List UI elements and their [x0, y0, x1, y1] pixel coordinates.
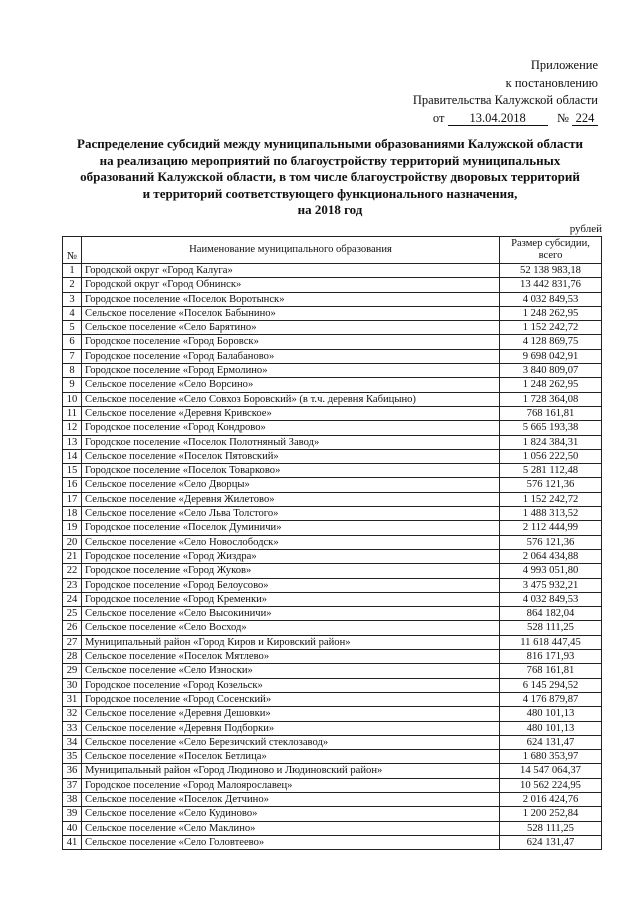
row-amount: 4 128 869,75	[500, 335, 602, 349]
row-name: Городское поселение «Поселок Воротынск»	[82, 292, 500, 306]
row-number: 1	[63, 264, 82, 278]
row-name: Сельское поселение «Село Льва Толстого»	[82, 507, 500, 521]
row-name: Сельское поселение «Село Ворсино»	[82, 378, 500, 392]
row-number: 31	[63, 692, 82, 706]
title-line-2: на реализацию мероприятий по благоустройству территорий муниципальных	[99, 152, 561, 168]
row-amount: 480 101,13	[500, 721, 602, 735]
row-name: Городское поселение «Поселок Товарково»	[82, 464, 500, 478]
row-amount: 2 112 444,99	[500, 521, 602, 535]
table-row	[63, 321, 602, 335]
row-number: 40	[63, 821, 82, 835]
appendix-order-line	[338, 110, 598, 128]
row-name: Сельское поселение «Село Барятино»	[82, 321, 500, 335]
table-row	[63, 264, 602, 278]
table-row	[63, 621, 602, 635]
table-row	[63, 678, 602, 692]
row-amount: 5 281 112,48	[500, 464, 602, 478]
table-header-row	[63, 237, 602, 264]
row-number: 22	[63, 564, 82, 578]
row-name: Муниципальный район «Город Киров и Кировский район»	[82, 635, 500, 649]
row-name: Городское поселение «Город Жуков»	[82, 564, 500, 578]
table-row	[63, 721, 602, 735]
row-amount: 9 698 042,91	[500, 349, 602, 363]
header-amount: Размер субсидии, всего	[500, 237, 602, 264]
row-number: 19	[63, 521, 82, 535]
row-number: 29	[63, 664, 82, 678]
row-number: 41	[63, 835, 82, 849]
row-amount: 4 032 849,53	[500, 592, 602, 606]
row-number: 3	[63, 292, 82, 306]
table-row	[63, 392, 602, 406]
row-number: 18	[63, 507, 82, 521]
table-row	[63, 735, 602, 749]
row-amount: 1 824 384,31	[500, 435, 602, 449]
table-row	[63, 349, 602, 363]
row-amount: 1 248 262,95	[500, 306, 602, 320]
row-number: 35	[63, 750, 82, 764]
row-amount: 1 680 353,97	[500, 750, 602, 764]
row-number: 10	[63, 392, 82, 406]
row-name: Сельское поселение «Поселок Бабынино»	[82, 306, 500, 320]
title-line-3: образований Калужской области, в том числе благоустройству дворовых территорий	[80, 169, 580, 184]
appendix-line-1: Приложение	[530, 58, 598, 72]
table-row	[63, 549, 602, 563]
table-row	[63, 607, 602, 621]
row-number: 15	[63, 464, 82, 478]
table-row	[63, 778, 602, 792]
row-number: 11	[63, 406, 82, 420]
table-row	[63, 492, 602, 506]
appendix-line-2: к постановлению	[505, 75, 598, 90]
row-amount: 768 161,81	[500, 406, 602, 420]
row-name: Сельское поселение «Деревня Дешовки»	[82, 707, 500, 721]
table-row	[63, 821, 602, 835]
order-number: 224	[572, 111, 598, 126]
row-number: 13	[63, 435, 82, 449]
row-amount: 2 016 424,76	[500, 792, 602, 806]
row-amount: 1 152 242,72	[500, 321, 602, 335]
row-amount: 768 161,81	[500, 664, 602, 678]
row-amount: 1 200 252,84	[500, 807, 602, 821]
row-name: Сельское поселение «Деревня Кривское»	[82, 406, 500, 420]
row-amount: 1 248 262,95	[500, 378, 602, 392]
row-amount: 1 728 364,08	[500, 392, 602, 406]
row-amount: 624 131,47	[500, 735, 602, 749]
row-amount: 528 111,25	[500, 821, 602, 835]
row-amount: 11 618 447,45	[500, 635, 602, 649]
row-amount: 1 152 242,72	[500, 492, 602, 506]
row-name: Городской округ «Город Обнинск»	[82, 278, 500, 292]
table-row	[63, 650, 602, 664]
row-number: 30	[63, 678, 82, 692]
table-row	[63, 578, 602, 592]
row-amount: 10 562 224,95	[500, 778, 602, 792]
row-number: 6	[63, 335, 82, 349]
row-number: 16	[63, 478, 82, 492]
table-row	[63, 521, 602, 535]
row-number: 12	[63, 421, 82, 435]
row-name: Сельское поселение «Село Высокиничи»	[82, 607, 500, 621]
row-name: Муниципальный район «Город Людиново и Людиновский район»	[82, 764, 500, 778]
row-number: 28	[63, 650, 82, 664]
table-row	[63, 464, 602, 478]
row-name: Сельское поселение «Село Износки»	[82, 664, 500, 678]
header-no: №	[63, 237, 82, 264]
row-name: Городское поселение «Поселок Полотняный Завод»	[82, 435, 500, 449]
row-number: 26	[63, 621, 82, 635]
row-name: Сельское поселение «Село Восход»	[82, 621, 500, 635]
subsidy-table	[62, 236, 602, 850]
table-row	[63, 335, 602, 349]
table-row	[63, 406, 602, 420]
row-name: Городское поселение «Город Ермолино»	[82, 364, 500, 378]
row-amount: 14 547 064,37	[500, 764, 602, 778]
table-row	[63, 750, 602, 764]
table-row	[63, 378, 602, 392]
row-amount: 624 131,47	[500, 835, 602, 849]
table-row	[63, 421, 602, 435]
table-body	[63, 264, 602, 850]
row-amount: 816 171,93	[500, 650, 602, 664]
row-name: Городское поселение «Город Боровск»	[82, 335, 500, 349]
table-row	[63, 478, 602, 492]
row-amount: 576 121,36	[500, 478, 602, 492]
row-name: Городское поселение «Город Козельск»	[82, 678, 500, 692]
title-line-4: и территорий соответствующего функционального назначения,	[142, 185, 518, 201]
table-row	[63, 764, 602, 778]
row-number: 33	[63, 721, 82, 735]
table-row	[63, 292, 602, 306]
row-name: Сельское поселение «Село Кудиново»	[82, 807, 500, 821]
row-amount: 1 488 313,52	[500, 507, 602, 521]
table-row	[63, 507, 602, 521]
row-amount: 2 064 434,88	[500, 549, 602, 563]
row-amount: 1 056 222,50	[500, 449, 602, 463]
table-row	[63, 535, 602, 549]
table-row	[63, 306, 602, 320]
table-row	[63, 278, 602, 292]
row-name: Сельское поселение «Село Маклино»	[82, 821, 500, 835]
table-row	[63, 449, 602, 463]
row-number: 14	[63, 449, 82, 463]
row-name: Городское поселение «Город Кондрово»	[82, 421, 500, 435]
row-number: 5	[63, 321, 82, 335]
title-line-5: на 2018 год	[297, 202, 363, 217]
row-name: Городское поселение «Город Малоярославец»	[82, 778, 500, 792]
row-name: Городской округ «Город Калуга»	[82, 264, 500, 278]
table-row	[63, 592, 602, 606]
row-number: 32	[63, 707, 82, 721]
row-number: 21	[63, 549, 82, 563]
table-row	[63, 664, 602, 678]
row-name: Городское поселение «Город Сосенский»	[82, 692, 500, 706]
row-amount: 480 101,13	[500, 707, 602, 721]
appendix-block	[338, 57, 598, 127]
header-name: Наименование муниципального образования	[82, 237, 500, 264]
title-line-1: Распределение субсидий между муниципальными образованиями Калужской области	[77, 136, 583, 151]
row-name: Сельское поселение «Поселок Мятлево»	[82, 650, 500, 664]
row-name: Сельское поселение «Село Березичский стеклозавод»	[82, 735, 500, 749]
row-name: Городское поселение «Город Кременки»	[82, 592, 500, 606]
row-name: Сельское поселение «Деревня Жилетово»	[82, 492, 500, 506]
row-number: 34	[63, 735, 82, 749]
row-amount: 4 993 051,80	[500, 564, 602, 578]
row-number: 36	[63, 764, 82, 778]
number-label: №	[556, 110, 569, 125]
row-number: 8	[63, 364, 82, 378]
row-amount: 5 665 193,38	[500, 421, 602, 435]
row-number: 24	[63, 592, 82, 606]
row-amount: 3 475 932,21	[500, 578, 602, 592]
row-amount: 4 176 879,87	[500, 692, 602, 706]
row-name: Сельское поселение «Село Головтеево»	[82, 835, 500, 849]
row-number: 23	[63, 578, 82, 592]
row-name: Сельское поселение «Село Совхоз Боровский» (в т.ч. деревня Кабицыно)	[82, 392, 500, 406]
row-amount: 864 182,04	[500, 607, 602, 621]
row-number: 20	[63, 535, 82, 549]
row-number: 25	[63, 607, 82, 621]
row-name: Сельское поселение «Село Дворцы»	[82, 478, 500, 492]
row-name: Сельское поселение «Село Новослободск»	[82, 535, 500, 549]
row-name: Городское поселение «Город Жиздра»	[82, 549, 500, 563]
row-name: Городское поселение «Поселок Думиничи»	[82, 521, 500, 535]
row-number: 4	[63, 306, 82, 320]
row-name: Сельское поселение «Деревня Подборки»	[82, 721, 500, 735]
row-number: 39	[63, 807, 82, 821]
row-number: 37	[63, 778, 82, 792]
row-amount: 3 840 809,07	[500, 364, 602, 378]
from-label: от	[432, 110, 445, 125]
table-row	[63, 692, 602, 706]
row-amount: 13 442 831,76	[500, 278, 602, 292]
table-row	[63, 635, 602, 649]
table-row	[63, 807, 602, 821]
row-amount: 52 138 983,18	[500, 264, 602, 278]
row-amount: 6 145 294,52	[500, 678, 602, 692]
row-name: Сельское поселение «Поселок Детчино»	[82, 792, 500, 806]
row-amount: 576 121,36	[500, 535, 602, 549]
order-date: 13.04.2018	[448, 111, 548, 126]
table-row	[63, 435, 602, 449]
table-row	[63, 564, 602, 578]
row-name: Городское поселение «Город Балабаново»	[82, 349, 500, 363]
table-row	[63, 835, 602, 849]
table-row	[63, 707, 602, 721]
row-name: Сельское поселение «Поселок Бетлица»	[82, 750, 500, 764]
row-number: 38	[63, 792, 82, 806]
table-row	[63, 364, 602, 378]
appendix-line-3: Правительства Калужской области	[412, 93, 598, 107]
row-name: Городское поселение «Город Белоусово»	[82, 578, 500, 592]
row-number: 17	[63, 492, 82, 506]
row-name: Сельское поселение «Поселок Пятовский»	[82, 449, 500, 463]
row-number: 2	[63, 278, 82, 292]
row-number: 27	[63, 635, 82, 649]
row-amount: 528 111,25	[500, 621, 602, 635]
table-row	[63, 792, 602, 806]
document-title	[56, 136, 604, 219]
units-label: рублей	[569, 223, 602, 235]
row-amount: 4 032 849,53	[500, 292, 602, 306]
row-number: 9	[63, 378, 82, 392]
row-number: 7	[63, 349, 82, 363]
